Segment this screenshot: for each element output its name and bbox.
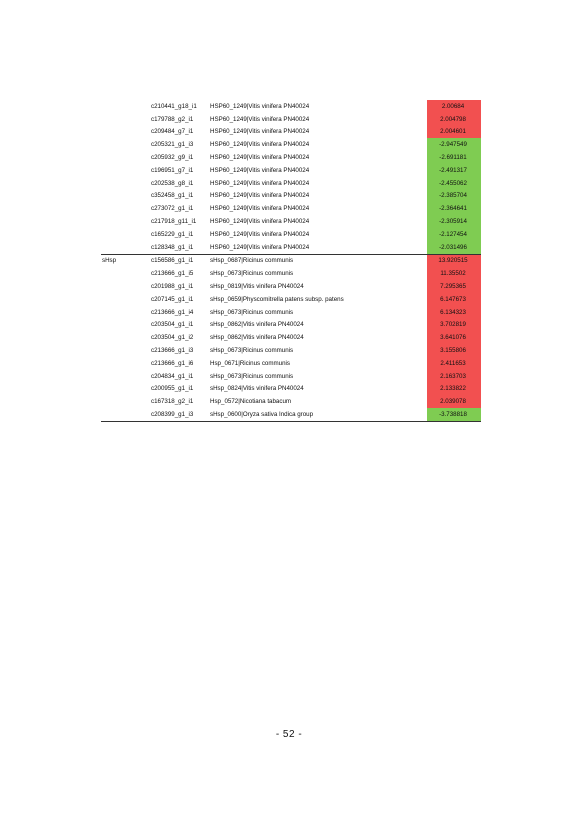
table-row [101,331,481,344]
fold-change-cell: 2.411653 [427,357,481,370]
table-body [101,100,481,421]
annotation-cell: HSP60_1249|Vitis vinifera PN40024 [210,230,310,238]
annotation-cell: sHsp_0687|Ricinus communis [210,254,427,267]
table-row [101,344,481,357]
table-row [101,395,481,408]
fold-change-cell: -2.031496 [427,241,481,254]
annotation-cell: sHsp_0600|Oryza sativa Indica group [210,408,427,421]
contig-id-cell: c128348_g1_i1 [151,243,194,251]
fold-change-cell: -3.738818 [427,408,481,421]
contig-id-cell: c200955_g1_i1 [151,385,194,393]
fold-change-cell: -2.455062 [427,177,481,190]
fold-change-cell: 2.004798 [427,113,481,126]
annotation-cell: sHsp_0819|Vitis vinifera PN40024 [210,283,304,291]
fold-change-cell: -2.947549 [427,138,481,151]
annotation-cell: sHsp_0659|Physcomitrella patens subsp. patens [210,295,344,303]
annotation-cell: sHsp_0862|Vitis vinifera PN40024 [210,321,304,329]
fold-change-cell: 11.35502 [427,267,481,280]
annotation-cell: HSP60_1249|Vitis vinifera PN40024 [210,115,310,123]
annotation-cell: HSP60_1249|Vitis vinifera PN40024 [210,154,310,162]
contig-id-cell: c203504_g1_i1 [151,321,194,329]
fold-change-cell: 6.147673 [427,293,481,306]
fold-change-cell: 3.641076 [427,331,481,344]
fold-change-cell: -2.491317 [427,164,481,177]
group-cell [101,138,151,151]
fold-change-cell: -2.691181 [427,151,481,164]
contig-id-cell: c213666_g1_i5 [151,270,194,278]
contig-id-cell: c203504_g1_i2 [151,334,194,342]
group-cell [101,177,151,190]
contig-id-cell: c165229_g1_i1 [151,230,194,238]
page-number: - 52 - [275,729,303,740]
table-row [101,202,481,215]
table-row [101,280,481,293]
table-row [101,319,481,332]
fold-change-cell: 3.155806 [427,344,481,357]
fold-change-cell: 2.004601 [427,126,481,139]
table-row [101,267,481,280]
table-row [101,408,481,421]
annotation-cell: HSP60_1249|Vitis vinifera PN40024 [210,205,310,213]
table-row [101,164,481,177]
contig-id-cell: c196951_g7_i1 [151,166,194,174]
table-row [101,190,481,203]
annotation-cell: HSP60_1249|Vitis vinifera PN40024 [210,218,310,226]
group-cell [101,241,151,254]
fold-change-cell: 2.039078 [427,395,481,408]
table-row [101,293,481,306]
group-cell [101,190,151,203]
group-cell: sHsp [101,254,151,267]
fold-change-cell: -2.385704 [427,190,481,203]
group-cell [101,344,151,357]
table-row [101,215,481,228]
table-row [101,113,481,126]
gene-expression-table [101,100,481,422]
contig-id-cell: c205321_g1_i3 [151,141,194,149]
table-row [101,228,481,241]
annotation-cell: sHsp_0673|Ricinus communis [210,372,294,380]
group-cell [101,331,151,344]
annotation-cell: HSP60_1249|Vitis vinifera PN40024 [210,141,310,149]
group-cell [101,113,151,126]
contig-id-cell: c167318_g2_i1 [151,398,194,406]
contig-id-cell: c352458_g1_i1 [151,192,194,200]
fold-change-cell: -2.127454 [427,228,481,241]
annotation-cell: sHsp_0673|Ricinus communis [210,308,294,316]
group-cell [101,357,151,370]
fold-change-cell: 6.134323 [427,306,481,319]
group-cell [101,293,151,306]
table-row [101,151,481,164]
annotation-cell: HSP60_1249|Vitis vinifera PN40024 [210,192,310,200]
group-cell [101,395,151,408]
contig-id-cell: c208399_g1_i3 [151,408,210,421]
annotation-cell: Hsp_0671|Ricinus communis [210,359,291,367]
annotation-cell: sHsp_0824|Vitis vinifera PN40024 [210,385,304,393]
contig-id-cell: c213666_g1_i4 [151,308,194,316]
contig-id-cell: c205932_g9_i1 [151,154,194,162]
table-row [101,100,481,113]
fold-change-cell: 2.00684 [427,100,481,113]
contig-id-cell: c273072_g1_i1 [151,205,194,213]
contig-id-cell: c207145_g1_i1 [151,295,194,303]
contig-id-cell: c156586_g1_i1 [151,254,210,267]
contig-id-cell: c204834_g1_i1 [151,372,194,380]
fold-change-cell: 7.295365 [427,280,481,293]
table-row [101,138,481,151]
annotation-cell: sHsp_0862|Vitis vinifera PN40024 [210,334,304,342]
fold-change-cell: 2.163703 [427,370,481,383]
fold-change-cell: -2.305914 [427,215,481,228]
fold-change-cell: 3.702819 [427,319,481,332]
group-cell [101,151,151,164]
table-row [101,306,481,319]
group-cell [101,126,151,139]
table-row [101,241,481,254]
table-row [101,254,481,267]
annotation-cell: Hsp_0572|Nicotiana tabacum [210,398,292,406]
annotation-cell: sHsp_0673|Ricinus communis [210,347,294,355]
fold-change-cell: 13.920515 [427,254,481,267]
group-cell [101,202,151,215]
contig-id-cell: c201988_g1_i1 [151,283,194,291]
group-cell [101,408,151,421]
annotation-cell: sHsp_0673|Ricinus communis [210,270,294,278]
contig-id-cell: c202538_g8_i1 [151,179,194,187]
annotation-cell: HSP60_1249|Vitis vinifera PN40024 [210,179,310,187]
contig-id-cell: c213666_g1_i6 [151,359,194,367]
annotation-cell: HSP60_1249|Vitis vinifera PN40024 [210,102,310,110]
annotation-cell: HSP60_1249|Vitis vinifera PN40024 [210,243,310,251]
group-cell [101,215,151,228]
annotation-cell: HSP60_1249|Vitis vinifera PN40024 [210,128,310,136]
table-row [101,357,481,370]
group-cell [101,319,151,332]
annotation-cell: HSP60_1249|Vitis vinifera PN40024 [210,166,310,174]
group-cell [101,100,151,113]
table-row [101,126,481,139]
fold-change-cell: -2.364641 [427,202,481,215]
group-cell [101,383,151,396]
contig-id-cell: c213666_g1_i3 [151,347,194,355]
fold-change-cell: 2.133822 [427,383,481,396]
contig-id-cell: c210441_g18_i1 [151,102,197,110]
group-cell [101,228,151,241]
table-row [101,370,481,383]
group-cell [101,267,151,280]
contig-id-cell: c179788_g2_i1 [151,115,194,123]
contig-id-cell: c217918_g11_i1 [151,218,197,226]
contig-id-cell: c209484_g7_i1 [151,128,194,136]
table-row [101,177,481,190]
group-cell [101,306,151,319]
group-cell [101,164,151,177]
table-row [101,383,481,396]
group-cell [101,280,151,293]
group-cell [101,370,151,383]
